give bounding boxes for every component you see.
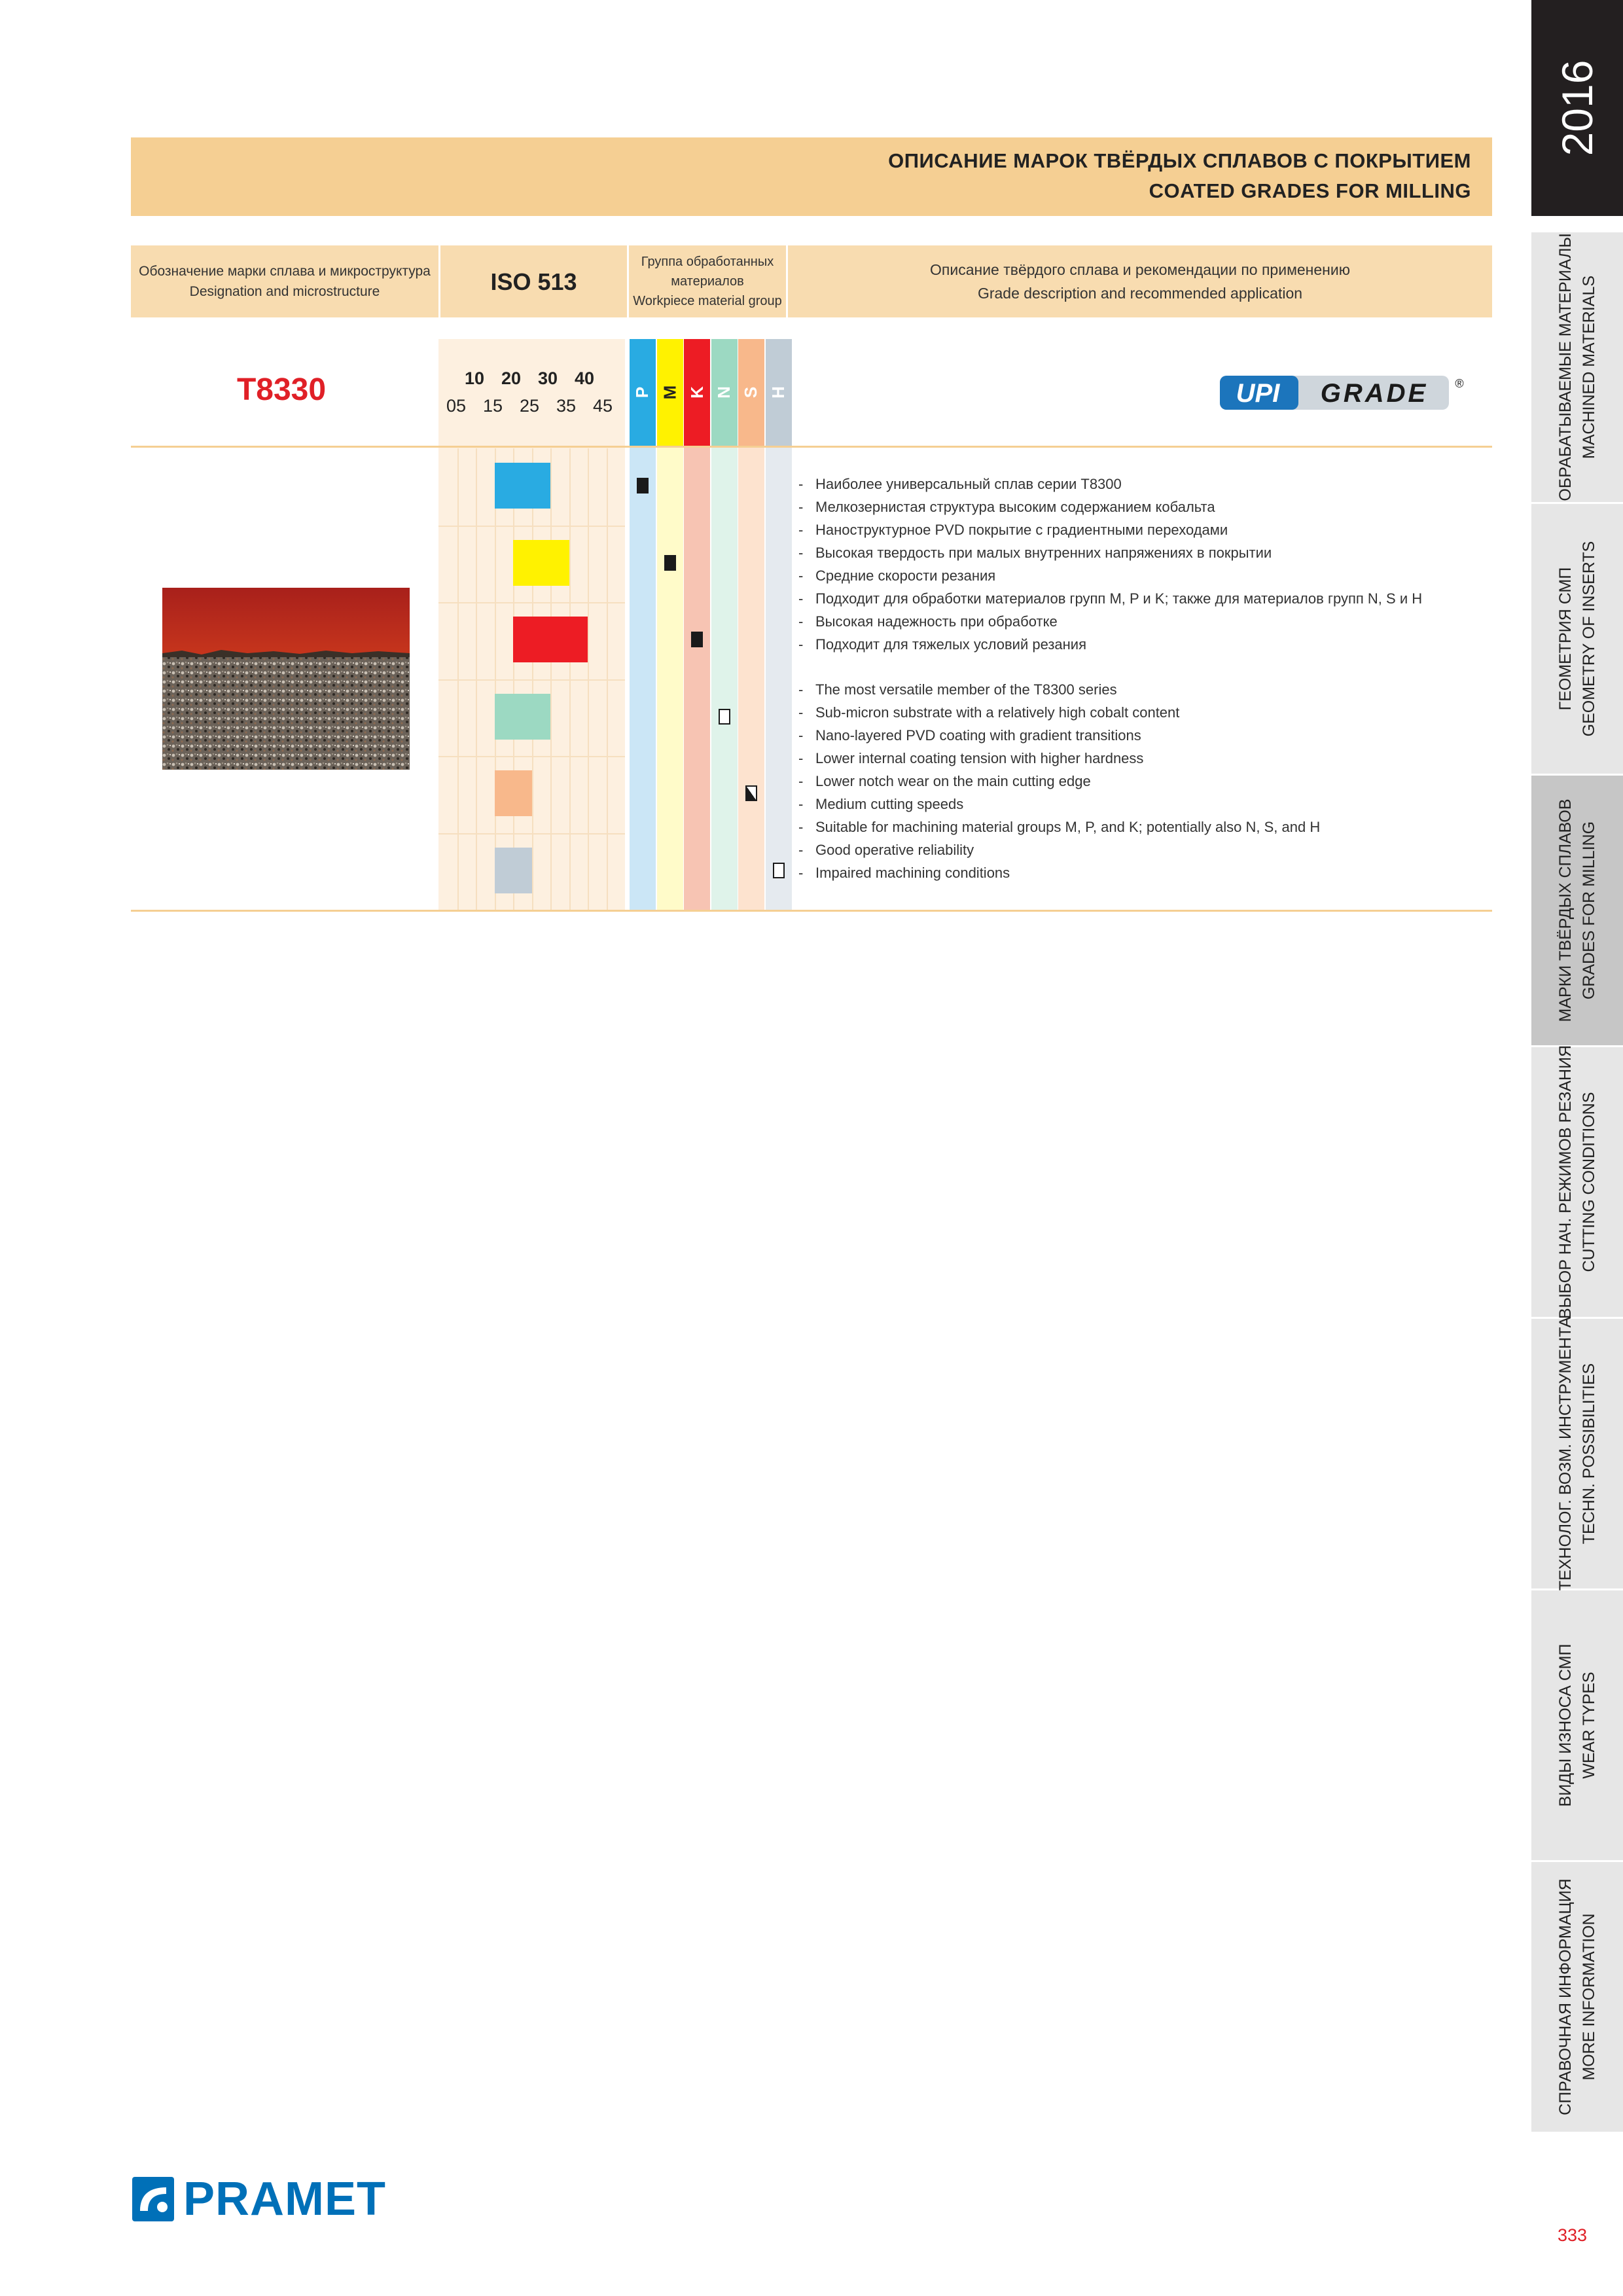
scale-bottom-45: 45 <box>592 396 613 416</box>
bullet-dash: - <box>798 796 804 812</box>
sidebar-tab-label-ru: ТЕХНОЛОГ. ВОЗМ. ИНСТРУМЕНТА <box>1556 1316 1575 1591</box>
sidebar-tab-label <box>1554 1045 1601 1319</box>
description-en <box>798 678 1320 884</box>
sidebar-tab-7[interactable] <box>1531 1862 1623 2134</box>
table-column-header <box>131 245 1492 317</box>
material-letter: S <box>741 386 761 399</box>
scale-bottom-35: 35 <box>556 396 577 416</box>
sidebar-tab-6[interactable] <box>1531 1590 1623 1862</box>
bullet-dash: - <box>798 750 804 766</box>
material-letter: K <box>687 386 707 399</box>
sidebar-tab-label-en: GEOMETRY OF INSERTS <box>1580 541 1598 737</box>
iso-range-bar-m <box>513 540 569 586</box>
sidebar-tab-label <box>1554 541 1601 737</box>
svg-text:GRADE: GRADE <box>1320 379 1429 408</box>
bullet-dash: - <box>798 773 804 789</box>
description-item <box>798 518 1422 541</box>
sidebar-tab-label-ru: ОБРАБАТЫВАЕМЫЕ МАТЕРИАЛЫ <box>1556 233 1575 501</box>
description-item <box>798 633 1422 656</box>
description-item <box>798 838 1320 861</box>
description-ru <box>798 473 1422 656</box>
description-item <box>798 610 1422 633</box>
year-box <box>1531 0 1623 216</box>
material-letter: N <box>714 386 734 399</box>
material-column-k <box>684 446 710 910</box>
iso-grid-hline <box>438 602 625 603</box>
bullet-dash: - <box>798 681 804 698</box>
description-item <box>798 473 1422 495</box>
bullet-dash: - <box>798 842 804 858</box>
pramet-wordmark: PRAMET <box>183 2173 386 2225</box>
material-letter: P <box>632 386 652 399</box>
description-item <box>798 724 1320 747</box>
description-item <box>798 770 1320 793</box>
sidebar-tab-label <box>1554 1317 1601 1590</box>
iso-grid-hline <box>438 526 625 527</box>
description-text: The most versatile member of the T8300 series <box>815 681 1117 698</box>
sidebar-tab-3[interactable] <box>1531 776 1623 1047</box>
svg-text:®: ® <box>1455 377 1464 390</box>
description-text: Высокая надежность при обработке <box>815 613 1058 630</box>
bullet-dash: - <box>798 704 804 721</box>
sidebar-tab-label-ru: ГЕОМЕТРИЯ СМП <box>1556 567 1575 711</box>
description-text: Suitable for machining material groups M, P, and K; potentially also N, S, and H <box>815 819 1321 835</box>
sidebar-tab-2[interactable] <box>1531 504 1623 776</box>
description-item <box>798 541 1422 564</box>
upigrade-logo <box>1217 373 1466 412</box>
sidebar-tab-label-ru: ВЫБОР НАЧ. РЕЖИМОВ РЕЗАНИЯ <box>1556 1045 1575 1319</box>
description-text: Наноструктурное PVD покрытие с градиентными переходами <box>815 522 1228 538</box>
iso-range-bar-s <box>495 770 532 816</box>
suitability-mark-s <box>745 785 757 801</box>
description-text: Подходит для обработки материалов групп M, P и K; также для материалов групп N, S и H <box>815 590 1423 607</box>
iso-range-bar-h <box>495 848 532 893</box>
material-header-m <box>657 339 683 446</box>
sidebar-tab-label <box>1554 1644 1601 1807</box>
description-item <box>798 564 1422 587</box>
page-number: 333 <box>1558 2225 1588 2245</box>
bullet-dash: - <box>798 522 804 538</box>
description-text: Medium cutting speeds <box>815 796 964 812</box>
bullet-dash: - <box>798 476 804 492</box>
sidebar-tab-label <box>1554 798 1601 1022</box>
scale-top-40: 40 <box>574 368 595 388</box>
banner-title-ru: ОПИСАНИЕ МАРОК ТВЁРДЫХ СПЛАВОВ С ПОКРЫТИЕМ <box>888 149 1471 172</box>
bullet-dash: - <box>798 613 804 630</box>
banner-title-en: COATED GRADES FOR MILLING <box>1149 179 1471 202</box>
description-item <box>798 495 1422 518</box>
scale-bottom-25: 25 <box>519 396 540 416</box>
description-text: Высокая твердость при малых внутренних напряжениях в покрытии <box>815 545 1272 561</box>
description-item <box>798 861 1320 884</box>
designation-header: Обозначение марки сплава и микроструктура Designation and microstructure <box>139 264 431 299</box>
bullet-dash: - <box>798 819 804 835</box>
description-text: Подходит для тяжелых условий резания <box>815 636 1087 653</box>
description-header: Описание твёрдого сплава и рекомендации по применению Grade description and recommended application <box>930 261 1350 302</box>
material-column-s <box>738 446 764 910</box>
iso-grid-hline <box>438 679 625 681</box>
bullet-dash: - <box>798 545 804 561</box>
bullet-dash: - <box>798 865 804 881</box>
iso-header: ISO 513 <box>490 268 577 295</box>
bullet-dash: - <box>798 567 804 584</box>
sidebar-tab-label-en: TECHN. POSSIBILITIES <box>1580 1363 1598 1545</box>
suitability-mark-h <box>773 863 785 878</box>
sidebar-tab-label-en: MORE INFORMATION <box>1580 1913 1598 2081</box>
description-item <box>798 701 1320 724</box>
sidebar-tab-1[interactable] <box>1531 232 1623 504</box>
scale-bottom-05: 05 <box>446 396 467 416</box>
scale-bottom-15: 15 <box>482 396 503 416</box>
sidebar-tab-5[interactable] <box>1531 1316 1623 1591</box>
description-text: Lower notch wear on the main cutting edge <box>815 773 1091 789</box>
sidebar-tab-label-ru: МАРКИ ТВЁРДЫХ СПЛАВОВ <box>1556 798 1575 1022</box>
description-text: Наиболее универсальный сплав серии Т8300 <box>815 476 1122 492</box>
material-header-p <box>630 339 656 446</box>
iso-range-bar-p <box>495 463 551 509</box>
description-item <box>798 816 1320 838</box>
suitability-mark-m <box>664 555 676 571</box>
suitability-mark-p <box>637 478 649 493</box>
scale-top-30: 30 <box>537 368 558 388</box>
sidebar-tab-label-en: GRADES FOR MILLING <box>1580 821 1598 1000</box>
sidebar-tab-label-ru: ВИДЫ ИЗНОСА СМП <box>1556 1643 1575 1807</box>
sidebar-tab-label <box>1554 1878 1601 2115</box>
bullet-dash: - <box>798 499 804 515</box>
scale-top-10: 10 <box>464 368 485 388</box>
material-header-n <box>711 339 738 446</box>
description-text: Мелкозернистая структура высоким содержанием кобальта <box>815 499 1215 515</box>
sidebar-tab-label-ru: СПРАВОЧНАЯ ИНФОРМАЦИЯ <box>1556 1878 1575 2115</box>
iso-grid-hline <box>438 756 625 757</box>
material-group-header: Группа обработанных материалов Workpiece material group <box>633 255 782 308</box>
material-header-s <box>738 339 764 446</box>
sidebar-tab-label-en: MACHINED MATERIALS <box>1580 275 1598 459</box>
iso-range-bar-k <box>513 617 588 662</box>
material-column-p <box>630 446 656 910</box>
suitability-mark-n <box>719 709 730 725</box>
description-item <box>798 587 1422 610</box>
sidebar-tab-label-en: CUTTING CONDITIONS <box>1580 1092 1598 1272</box>
description-text: Lower internal coating tension with higher hardness <box>815 750 1144 766</box>
year-label: 2016 <box>1553 60 1601 156</box>
iso-range-bar-n <box>495 694 551 740</box>
material-column-m <box>657 446 683 910</box>
microstructure-image <box>162 588 410 770</box>
description-text: Nano-layered PVD coating with gradient transitions <box>815 727 1141 744</box>
description-text: Sub-micron substrate with a relatively high cobalt content <box>815 704 1180 721</box>
sidebar-tab-label-en: WEAR TYPES <box>1580 1672 1598 1779</box>
material-letter: H <box>768 386 788 399</box>
description-text: Impaired machining conditions <box>815 865 1010 881</box>
material-column-n <box>711 446 738 910</box>
sidebar-tab-4[interactable] <box>1531 1047 1623 1319</box>
iso-grid-hline <box>438 833 625 834</box>
bullet-dash: - <box>798 636 804 653</box>
description-item <box>798 793 1320 816</box>
svg-text:UPI: UPI <box>1236 379 1280 408</box>
row-divider-bottom <box>131 910 1492 912</box>
description-text: Good operative reliability <box>815 842 974 858</box>
grade-name: T8330 <box>236 372 327 407</box>
material-header-h <box>766 339 792 446</box>
sidebar-tab-label <box>1554 233 1601 501</box>
row-divider-top <box>131 446 1492 448</box>
header-banner <box>131 137 1492 216</box>
material-letter: M <box>659 385 679 400</box>
description-item <box>798 678 1320 701</box>
material-column-h <box>766 446 792 910</box>
suitability-mark-k <box>691 632 703 647</box>
description-text: Средние скорости резания <box>815 567 996 584</box>
bullet-dash: - <box>798 590 804 607</box>
description-item <box>798 747 1320 770</box>
pramet-logo <box>131 2173 406 2225</box>
scale-top-20: 20 <box>501 368 522 388</box>
bullet-dash: - <box>798 727 804 744</box>
material-header-k <box>684 339 710 446</box>
